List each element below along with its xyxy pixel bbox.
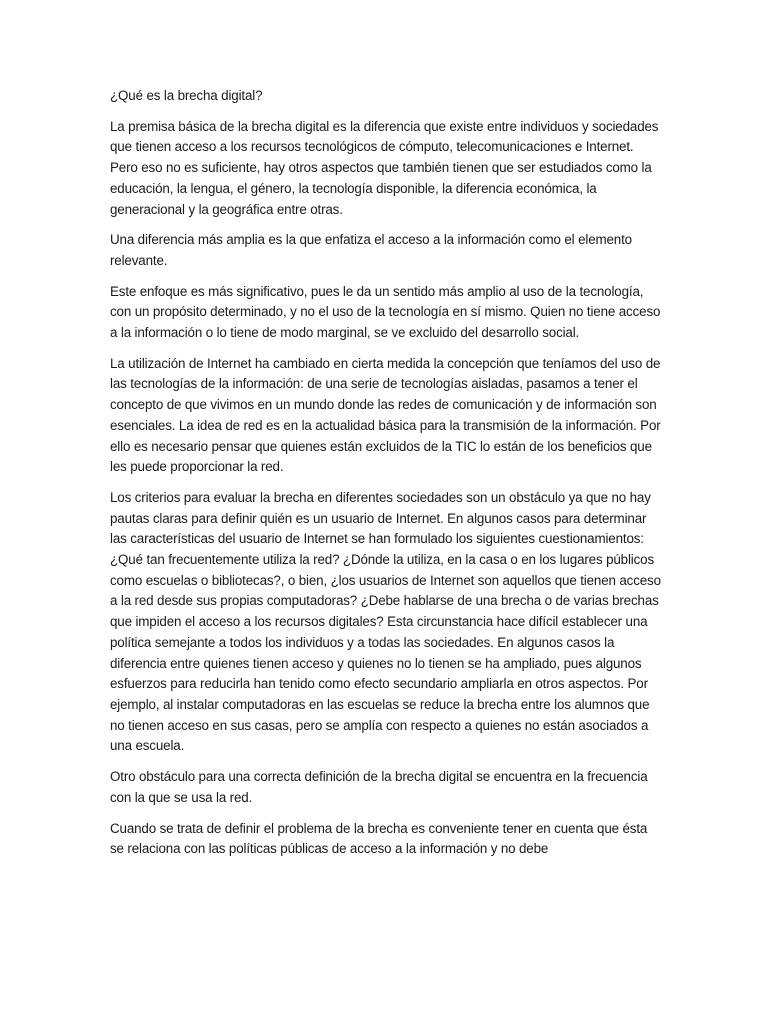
paragraph: Cuando se trata de definir el problema de la brecha es conveniente tener en cuenta que ésta se relaciona con las políticas públicas de acceso a la información y no debe: [110, 820, 648, 857]
paragraph: Otro obstáculo para una correcta definición de la brecha digital se encuentra en la frecuencia con la que se usa la red.: [110, 769, 648, 805]
document-page: [110, 86, 662, 870]
paragraph: Los criterios para evaluar la brecha en diferentes sociedades son un obstáculo ya que no hay pautas claras para definir quién es un usuario de Internet. En algunos casos para determinar las características del usuario de Internet se han formulado los siguientes cuestionamientos: ¿Qué tan frecuentemente utiliza la red? ¿Dónde la utiliza, en la casa o en los lugares públicos como escuelas o bibliotecas?, o bien, ¿los usuarios de Internet son aquellos que tienen acceso a la red desde sus propias computadoras? ¿Debe hablarse de una brecha o de varias brechas que impiden el acceso a los recursos digitales? Esta circunstancia hace difícil establecer una política semejante a todos los individuos y a todas las sociedades. En algunos casos la diferencia entre quienes tienen acceso y quienes no lo tienen se ha ampliado, pues algunos esfuerzos para reducirla han tenido como efecto secundario ampliarla en otros aspectos. Por ejemplo, al instalar computadoras en las escuelas se reduce la brecha entre los alumnos que no tienen acceso en sus casas, pero se amplía con respecto a quienes no están asociados a una escuela.: [110, 489, 661, 754]
paragraph: La premisa básica de la brecha digital es la diferencia que existe entre individuos y sociedades que tienen acceso a los recursos tecnológicos de cómputo, telecomunicaciones e Internet. Pero eso no es suficiente, hay otros aspectos que también tienen que ser estudiados como la educación, la lengua, el género, la tecnología disponible, la diferencia económica, la generacional y la geográfica entre otras.: [110, 118, 659, 217]
paragraph: Una diferencia más amplia es la que enfatiza el acceso a la información como el elemento relevante.: [110, 232, 632, 268]
paragraph: Este enfoque es más significativo, pues le da un sentido más amplio al uso de la tecnología, con un propósito determinado, y no el uso de la tecnología en sí mismo. Quien no tiene acceso a la información o lo tiene de modo marginal, se ve excluido del desarrollo social.: [110, 283, 661, 341]
paragraph: La utilización de Internet ha cambiado en cierta medida la concepción que teníamos del uso de las tecnologías de la información: de una serie de tecnologías aisladas, pasamos a tener el concepto de que vivimos en un mundo donde las redes de comunicación y de información son esenciales. La idea de red es en la actualidad básica para la transmisión de la información. Por ello es necesario pensar que quienes están excluidos de la TIC lo están de los beneficios que les puede proporcionar la red.: [110, 355, 661, 475]
document-title: ¿Qué es la brecha digital?: [110, 88, 263, 103]
